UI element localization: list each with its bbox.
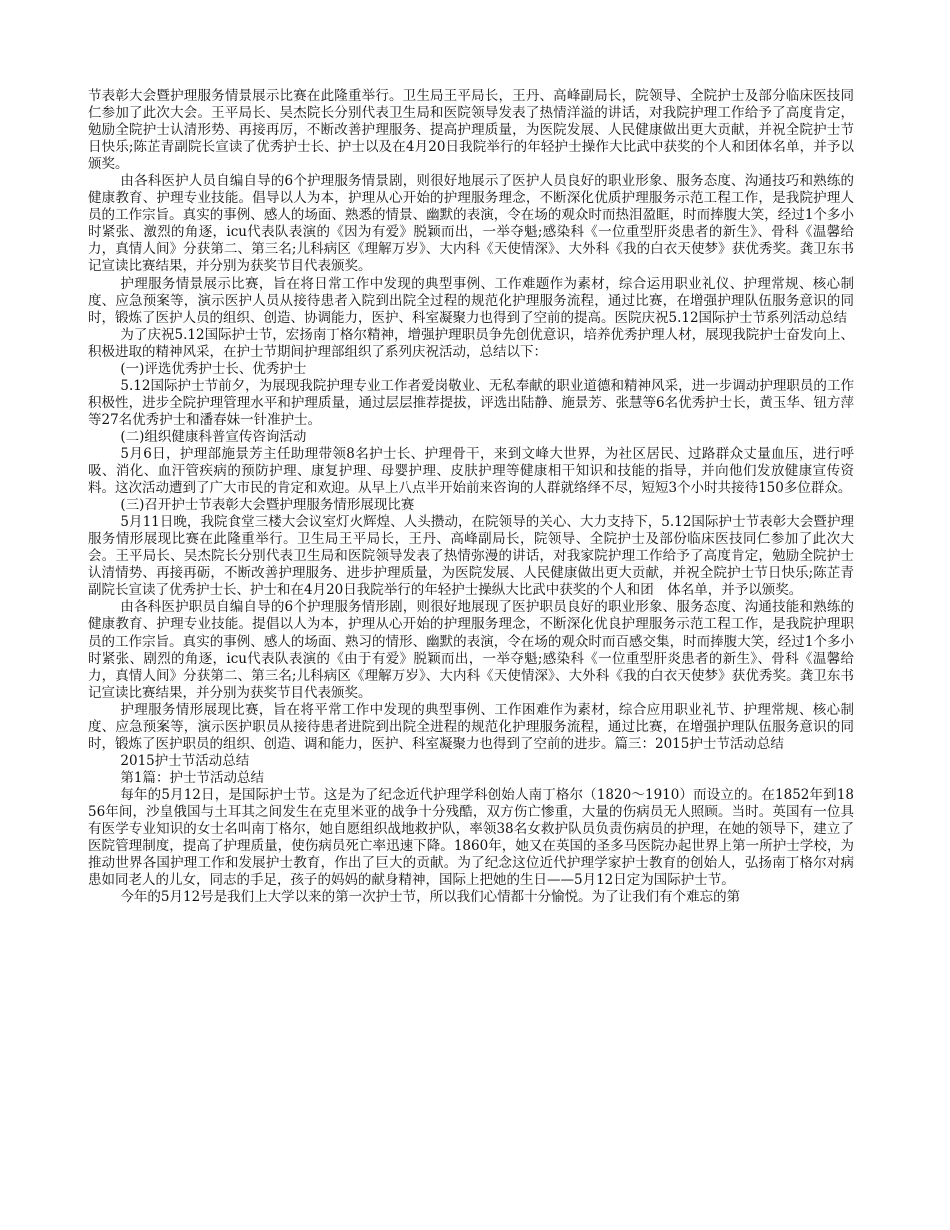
paragraph: 护理服务情形展现比赛，旨在将平常工作中发现的典型事例、工作困难作为素材，综合应用职业礼节、护理常规、核心制度、应急预案等，演示医护职员从接待患者进院到出院全进程的规范化护理服务流程，通过比赛，在增强护理队伍服务意识的同时，锻炼了医护职员的组织、创造、调和能力，医护、科室凝聚力也得到了空前的进步。篇三：2015护士节活动总结: [88, 701, 854, 752]
paragraph: 5月6日，护理部施景芳主任助理带领8名护士长、护理骨干，来到文峰大世界，为社区居民、过路群众丈量血压，进行呼吸、消化、血汗管疾病的预防护理、康复护理、母婴护理、皮肤护理等健康相干知识和技能的指导，并向他们发放健康宣传资料。这次活动遭到了广大市民的肯定和欢迎。从早上八点半开始前来咨询的人群就络绎不尽，短短3个小时共接待150多位群众。: [88, 445, 854, 497]
paragraph: 由各科医护人员自编自导的6个护理服务情景剧，则很好地展示了医护人员良好的职业形象、服务态度、沟通技巧和熟练的健康教育、护理专业技能。倡导以人为本，护理从心开始的护理服务理念，不断深化优质护理服务示范工程工作，是我院护理人员的工作宗旨。真实的事例、感人的场面、熟悉的情景、幽默的表演，令在场的观众时而热泪盈眶，时而捧腹大笑，经过1个多小时紧张、激烈的角逐，icu代表队表演的《因为有爱》脱颖而出，一举夺魁;感染科《一位重型肝炎患者的新生》、骨科《温馨给力，真情人间》分获第二、第三名;儿科病区《理解万岁》、大内科《天使情深》、大外科《我的白衣天使梦》获优秀奖。龚卫东书记宣读比赛结果，并分别为获奖节目代表颁奖。: [88, 173, 854, 275]
paragraph: 护理服务情景展示比赛，旨在将日常工作中发现的典型事例、工作难题作为素材，综合运用职业礼仪、护理常规、核心制度、应急预案等，演示医护人员从接待患者入院到出院全过程的规范化护理服务流程，通过比赛，在增强护理队伍服务意识的同时，锻炼了医护人员的组织、创造、协调能力，医护、科室凝聚力也得到了空前的提高。医院庆祝5.12国际护士节系列活动总结: [88, 275, 854, 326]
paragraph: 为了庆祝5.12国际护士节，宏扬南丁格尔精神，增强护理职员争先创优意识，培养优秀护理人材，展现我院护士奋发向上、积极进取的精神风采，在护士节期间护理部组织了系列庆祝活动，总结以下：: [88, 326, 854, 360]
section-heading: (一)评选优秀护士长、优秀护士: [120, 360, 307, 377]
section-heading: (二)组织健康科普宣传咨询活动: [120, 428, 307, 445]
document-title: 2015护士节活动总结: [120, 752, 250, 769]
paragraph: 5.12国际护士节前夕，为展现我院护理专业工作者爱岗敬业、无私奉献的职业道德和精神风采，进一步调动护理职员的工作积极性，进步全院护理管理水平和护理质量，通过层层推荐提拔，评选出陆静、施景芳、张慧等6名优秀护士长，黄玉华、钮方萍等27名优秀护士和潘春妹一针准护士。: [88, 377, 854, 428]
paragraph: 由各科医护职员自编自导的6个护理服务情形剧，则很好地展现了医护职员良好的职业形象、服务态度、沟通技能和熟练的健康教育、护理专业技能。提倡以人为本，护理从心开始的护理服务理念，不断深化优良护理服务示范工程工作，是我院护理职员的工作宗旨。真实的事例、感人的场面、熟习的情形、幽默的表演，令在场的观众时而百感交集，时而捧腹大笑，经过1个多小时紧张、剧烈的角逐，icu代表队表演的《由于有爱》脱颖而出，一举夺魁;感染科《一位重型肝炎患者的新生》、骨科《温馨给力，真情人间》分获第二、第三名;儿科病区《理解万岁》、大内科《天使情深》、大外科《我的白衣天使梦》获优秀奖。龚卫东书记宣读比赛结果，并分别为获奖节目代表颁奖。: [88, 599, 854, 701]
paragraph: 5月11日晚，我院食堂三楼大会议室灯火辉煌、人头攒动，在院领导的关心、大力支持下，5.12国际护士节表彰大会暨护理服务情形展现比赛在此隆重举行。卫生局王平局长，王丹、高峰副局长，院领导、全院护士及部份临床医技同仁参加了此次大会。王平局长、吴杰院长分别代表卫生局和医院领导发表了热情弥漫的讲话，对我家院护理工作给予了高度肯定，勉励全院护士认清情势、再接再砺，不断改善护理服务、进步护理质量，为医院发展、人民健康做出更大贡献，并祝全院护士节日快乐;陈芷青副院长宣读了优秀护士长、护士和在4月20日我院举行的年轻护士操纵大比武中获奖的个人和团 体名单，并予以颁奖。: [88, 514, 854, 599]
paragraph: 节表彰大会暨护理服务情景展示比赛在此隆重举行。卫生局王平局长，王丹、高峰副局长，院领导、全院护士及部分临床医技同仁参加了此次大会。王平局长、吴杰院长分别代表卫生局和医院领导发表了热情洋溢的讲话，对我院护理工作给予了高度肯定，勉励全院护士认清形势、再接再厉，不断改善护理服务、提高护理质量，为医院发展、人民健康做出更大贡献，并祝全院护士节日快乐;陈芷青副院长宣读了优秀护士长、护士以及在4月20日我院举行的年轻护士操作大比武中获奖的个人和团体名单，并予以颁奖。: [88, 88, 854, 173]
document-body: [88, 88, 854, 906]
section-heading: (三)召开护士节表彰大会暨护理服务情形展现比赛: [120, 497, 415, 514]
paragraph: 今年的5月12号是我们上大学以来的第一次护士节，所以我们心情都十分愉悦。为了让我们有个难忘的第: [120, 889, 741, 906]
paragraph: 每年的5月12日，是国际护士节。这是为了纪念近代护理学科创始人南丁格尔（1820～1910）而设立的。在1852年到1856年间，沙皇俄国与土耳其之间发生在克里米亚的战争十分残酷，双方伤亡惨重，大量的伤病员无人照顾。当时。英国有一位具有医学专业知识的女士名叫南丁格尔，她自愿组织战地救护队，率领38名女救护队员负责伤病员的护理，在她的领导下，建立了医院管理制度，提高了护理质量，使伤病员死亡率迅速下降。1860年，她又在英国的圣多马医院办起世界上第一所护士学校，为推动世界各国护理工作和发展护士教育，作出了巨大的贡献。为了纪念这位近代护理学家护士教育的创始人，弘扬南丁格尔对病患如同老人的儿女，同志的手足，孩子的妈妈的献身精神，国际上把她的生日——5月12日定为国际护士节。: [88, 786, 854, 889]
article-heading: 第1篇：护士节活动总结: [120, 769, 264, 786]
